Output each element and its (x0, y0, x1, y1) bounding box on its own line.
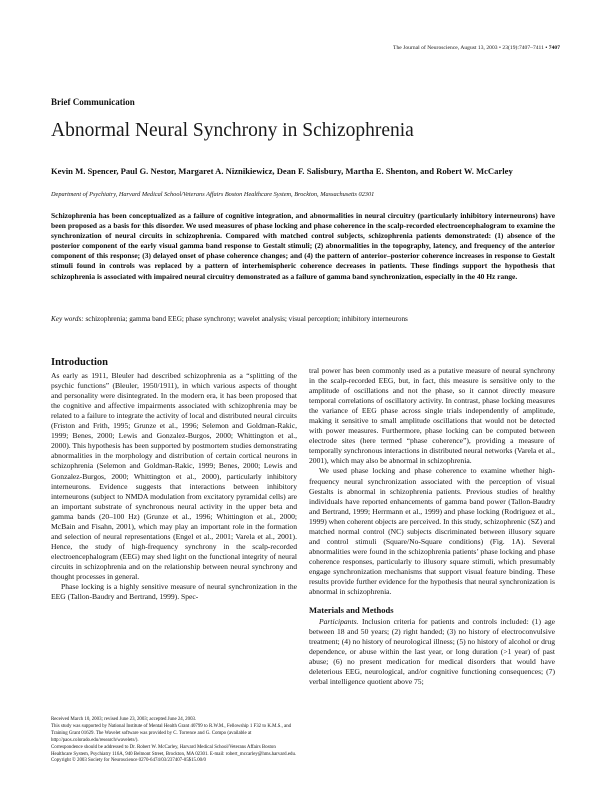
article-title: Abnormal Neural Synchrony in Schizophrenia (51, 120, 414, 141)
footnote-copyright: Copyright © 2003 Society for Neuroscience 0270-6474/03/237407-05$15.00/0 (51, 758, 206, 764)
left-column (51, 358, 297, 602)
intro-paragraph-1: As early as 1911, Bleuler had described schizophrenia as a “splitting of the psychic functions” (Bleuler, 1950/1911), in which various aspects of thought and personality were disintegrated. In the modern era, it has been proposed that the cognitive and affective impairments associated with schizophrenia may be related to a failure to integrate the activity of local and distributed neural circuits (Friston and Frith, 1995; Grunze et al., 1996; Selemon and Goldman-Rakic, 1999; Benes, 2000; Lewis and Gonzalez-Burgos, 2000; Whittington et al., 2000). This hypothesis has been supported by postmortem studies demonstrating abnormalities in the morphology and distribution of certain cortical neurons in schizophrenia (Selemon and Goldman-Rakic, 1999; Benes, 2000; Lewis and Gonzalez-Burgos, 2000; Whittington et al., 2000), particularly inhibitory interneurons. Evidence suggests that interactions between inhibitory interneurons (subject to NMDA modulation from excitatory pyramidal cells) are an important substrate of synchronous neural activity in the upper beta and gamma bands (20–100 Hz) (Grunze et al., 1996; Whittington et al., 2000; McBain and Fisahn, 2001), which may play an important role in the formation and selection of neural representations (Engel et al., 2001; Varela et al., 2001). Hence, the study of high-frequency synchrony in the scalp-recorded electroencephalogram (EEG) may shed light on the functional integrity of neural circuits in schizophrenia and on the relationship between neural synchrony and thought processes in general. (51, 371, 297, 581)
affiliation: Department of Psychiatry, Harvard Medical School/Veterans Affairs Boston Healthcare System, Brockton, Massachusetts 02301 (51, 191, 375, 198)
footnote-correspondence: Correspondence should be addressed to Dr. Robert W. McCarley, Harvard Medical School/Veterans Affairs Boston Healthcare System, Psychiatry 116A, 940 Belmont Street, Brockton, MA 02301. E-mail: robert_mccarley@hms.harvard.edu. (51, 744, 297, 757)
methods-heading: Materials and Methods (309, 605, 394, 616)
footnote-received: Received March 10, 2003; revised June 23, 2003; accepted June 24, 2003. (51, 717, 197, 722)
keywords (51, 314, 555, 324)
footnote-support: This study was supported by National Institute of Mental Health Grant 40799 to R.W.M., Fellowship 1 F32 to K.M.S., and Training Grant 01629. The Wavelet software was provided by C. Torrence and G. Compo (available at http://paos.colorado.edu/research/wavelets/). (51, 723, 292, 743)
journal-info: The Journal of Neuroscience, August 13, 2003 • 23(19):7407–7411 (393, 45, 544, 51)
keywords-text: schizophrenia; gamma band EEG; phase synchrony; wavelet analysis; visual perception; inhibitory interneurons (85, 315, 408, 323)
footnotes (51, 717, 297, 765)
intro-paragraph-2: Phase locking is a highly sensitive measure of neural synchronization in the EEG (Tallon-Baudry and Bertrand, 1999). Spec- (51, 582, 297, 602)
abstract: Schizophrenia has been conceptualized as a failure of cognitive integration, and abnormalities in neural circuitry (particularly inhibitory interneurons) have been proposed as a basis for this disorder. We used measures of phase locking and phase coherence in the scalp-recorded electroencephalogram to examine the synchronization of neural circuits in schizophrenia. Compared with matched control subjects, schizophrenia patients demonstrated: (1) absence of the posterior component of the early visual gamma band response to Gestalt stimuli; (2) abnormalities in the topography, latency, and frequency of the anterior component of this response; (3) delayed onset of phase coherence changes; and (4) the pattern of anterior–posterior coherence increases in response to Gestalt stimuli found in controls was replaced by a pattern of interhemispheric coherence decreases in patients. These findings support the hypothesis that schizophrenia is associated with impaired neural circuitry demonstrated as a failure of gamma band synchronization, especially in the 40 Hz range. (51, 211, 555, 281)
participants-paragraph (309, 617, 555, 687)
right-column (309, 366, 555, 687)
right-paragraph-2: We used phase locking and phase coherence to examine whether high-frequency neural synchronization associated with the perception of visual Gestalts is abnormal in schizophrenia patients. Previous studies of healthy individuals have reported enhancements of gamma band power (Tallon-Baudry and Bertrand, 1999; Herrmann et al., 1999) and phase locking (Rodriguez et al., 1999) when coherent objects are perceived. In this study, schizophrenic (SZ) and matched normal control (NC) subjects discriminated between illusory square and control stimuli (Square/No-Square conditions) (Fig. 1A). Several abnormalities were found in the schizophrenia patients’ phase locking and phase coherence responses, particularly to illusory square stimuli, which presumably engage synchronization mechanisms that support visual feature binding. These results provide further evidence for the hypothesis that neural synchronization is abnormal in schizophrenia. (309, 466, 555, 597)
article-type: Brief Communication (51, 97, 135, 107)
page-number: • 7407 (545, 45, 560, 51)
participants-label: Participants. (319, 617, 359, 627)
right-paragraph-1: tral power has been commonly used as a putative measure of neural synchrony in the scalp-recorded EEG, but, in fact, this measure is sensitive only to the amplitude of oscillations and not the phase, so it cannot directly measure temporal correlations of oscillatory activity. In contrast, phase locking measures the variance of EEG phase across single trials independently of amplitude, making it sensitive to small amplitude oscillations that would not be detected with power measures. Furthermore, phase locking can be computed between electrode sites (here termed “phase coherence”), providing a measure of temporally synchronous interactions in distributed neural networks (Varela et al., 2001), which may also be abnormal in schizophrenia. (309, 366, 555, 466)
author-list: Kevin M. Spencer, Paul G. Nestor, Margaret A. Niznikiewicz, Dean F. Salisbury, Martha E. Shenton, and Robert W. McCarley (51, 166, 513, 176)
running-header (393, 45, 560, 51)
participants-text: Inclusion criteria for patients and controls included: (1) age between 18 and 50 years; (2) right handed; (3) no history of electroconvulsive treatment; (4) no history of neurological illness; (5) no history of alcohol or drug dependence, or abuse within the last year, or long duration (>1 year) of past abuse; (6) no present medication for medical disorders that would have deleterious EEG, neurological, and/or cognitive functioning consequences; (7) verbal intelligence quotient above 75; (309, 617, 556, 687)
intro-heading: Introduction (51, 357, 108, 368)
keywords-label: Key words: (51, 315, 84, 323)
